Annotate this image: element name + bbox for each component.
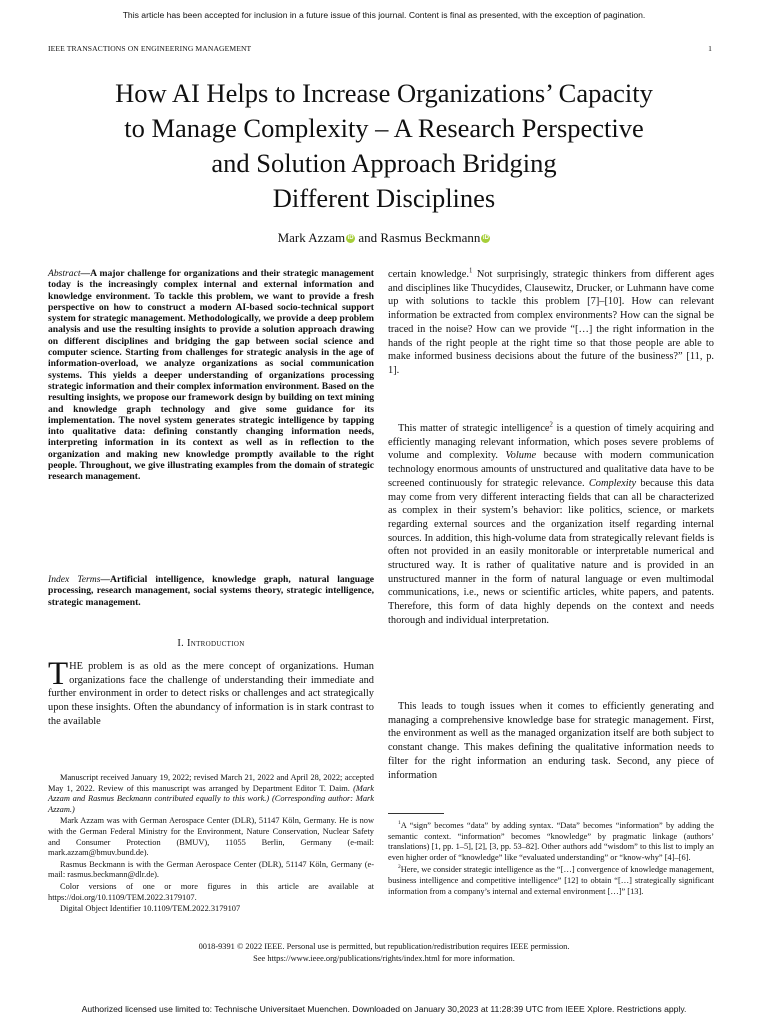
index-terms-label: Index Terms (48, 574, 101, 585)
author-list (0, 230, 768, 246)
footnote-ref[interactable]: 1 (468, 267, 473, 275)
drop-cap: T (48, 656, 69, 692)
author-connector: and (355, 230, 381, 245)
page-footnotes (388, 821, 714, 899)
section-title: Introduction (186, 638, 245, 649)
footnote: Manuscript received January 19, 2022; revised March 21, 2022 and April 28, 2022; accepted May 1, 2022. Review of this manuscript was arranged by Department Editor T. Daim. (Mark Azzam and Rasmus Beckmann contributed equally to this work.) (Corresponding author: Mark Azzam.) (48, 773, 374, 814)
author-name: Mark Azzam (277, 230, 346, 245)
orcid-icon[interactable]: iD (347, 235, 354, 241)
footnote: $^1$A “sign” becomes “data” by adding syntax. “Data” becomes “information” by adding the semantic context. “information” becomes “knowledge” by pragmatic linkage (authors’ translations) [1, pp. 1–5], [2], [3, pp. 53–82]. Other authors add “wisdom” to this list to imply an even higher order of “knowledge” like “evaluated understanding” or “know-why” [4]–[6]. (388, 820, 714, 862)
title-line: to Manage Complexity – A Research Perspective (124, 113, 644, 143)
title-line: How AI Helps to Increase Organizations’ Capacity (115, 78, 653, 108)
footnote: Color versions of one or more figures in this article are available at https://doi.org/10.1109/TEM.2022.3179107. (48, 881, 374, 902)
abstract-text: —A major challenge for organizations and their strategic management today is the increasingly complex internal and external information and knowledge environment. To tackle this problem, we want to provide a fresh perspective on how to construct a modern AI-based socio-technical support system for strategic management. Methodologically, we provide a deep problem analysis and use the resulting insights to provide a solution approach drawing on different disciplines and bridging the gap between social science and computer science. Starting from challenges for strategic analysis in the age of information-overload, we analyze organizations as social communication systems. This yields a deeper understanding of organizations processing strategic information and their complex information environment. Based on the resulting insights, we propose our framework design by building on text mining and knowledge graph technology and give some guidance for its implementation. The novel system generates strategic intelligence by tapping into qualitative data: defining constantly changing information needs, interpreting information in its context as well as in reflection to the organization and making new knowledge promptly available to the right people. Throughout, we give illustrating examples from the domain of strategic research management. (48, 268, 374, 483)
intro-lead: HE (69, 661, 84, 672)
page-number: 1 (708, 44, 712, 53)
author-name: Rasmus Beckmann (380, 230, 481, 245)
body-paragraph: certain knowledge.$^1$ Not surprisingly, strategic thinkers from different ages and disciplines like Thucydides, Clausewitz, Drucker, or Luhmann have come up with solutions to tackle this problem [7]–[10]. How can relevant information be extracted from complex environments? How can the signal be traced in the noise? How can we provide “[…] the right information in the hands of the right people at the right time so that those people are able to make informed business decisions about the future of the business?” [11, p. 1]. (388, 267, 714, 376)
abstract-label: Abstract (48, 268, 81, 279)
intro-text: problem is as old as the mere concept of organizations. Human organizations face the challenge of understanding their immediate and further environment in order to detect risks or challenges and act strategically upon these insights. Often the abundancy of information is in stark contrast to the available (48, 661, 374, 727)
journal-name: IEEE TRANSACTIONS ON ENGINEERING MANAGEMENT (48, 44, 252, 53)
paper-title (40, 76, 728, 216)
orcid-icon[interactable]: iD (482, 235, 489, 241)
manuscript-footnotes (48, 773, 374, 916)
intro-paragraph (48, 656, 374, 729)
footnote: Rasmus Beckmann is with the German Aerospace Center (DLR), 51147 Köln, Germany (e-mail: rasmus.beckmann@dlr.de). (48, 859, 374, 880)
index-terms (48, 574, 374, 608)
title-line: Different Disciplines (272, 183, 496, 213)
footnote: $^2$Here, we consider strategic intelligence as the “[…] convergence of knowledge management, business intelligence and competitive intelligence” [12] to obtain “[…] strategically significant information from a company’s internal and external environment […]” [13]. (388, 864, 714, 896)
footnote: Digital Object Identifier 10.1109/TEM.2022.3179107 (60, 904, 241, 914)
index-terms-text: —Artificial intelligence, knowledge graph, natural language processing, research management, social systems theory, strategic intelligence, strategic management. (48, 574, 374, 608)
footnote-ref[interactable]: 2 (549, 421, 553, 429)
copyright-notice: 0018-9391 © 2022 IEEE. Personal use is permitted, but republication/redistribution requires IEEE permission. See https://www.ieee.org/publications/rights/index.html for more information. (198, 942, 570, 963)
footnote: Mark Azzam was with German Aerospace Center (DLR), 51147 Köln, Germany. He is now with the German Federal Ministry for the Environment, Nature Conservation, Nuclear Safety and Consumer Protection (BMUV), 11055 Berlin, Germany (e-mail: mark.azzam@bmuv.bund.de). (48, 816, 374, 858)
section-heading (48, 638, 374, 649)
title-line: and Solution Approach Bridging (211, 148, 557, 178)
acceptance-notice: This article has been accepted for inclusion in a future issue of this journal. Content is final as presented, with the exception of pagination. (122, 10, 646, 20)
license-notice: Authorized licensed use limited to: Technische Universitaet Muenchen. Downloaded on January 30,2023 at 11:28:39 UTC from IEEE Xplore. Restrictions apply. (81, 1004, 687, 1014)
section-number: I. (177, 638, 187, 649)
footnote-divider (388, 813, 444, 814)
running-header (48, 44, 712, 53)
abstract (48, 268, 374, 483)
body-paragraph: This matter of strategic intelligence$^2$ is a question of timely acquiring and efficiently managing relevant information, which poses severe problems of volume and complexity. Volume because with modern communication technology enormous amounts of unstructured and qualitative data have to be screened continuously for strategic relevance. Complexity because this data may come from very different interacting fields that can all be characterized as complex in their system’s behavior: like politics, science, or markets regarding external sources and the organization itself regarding internal sources. In addition, this high-volume data from strategically relevant fields is often not provided in an easily monitorable or interpretable numerical and structured way. It is rather of qualitative nature and is provided in an unstructured manner in the form of natural language or even multimodal communications, i.e., news or scientific articles, white papers, and patents. Therefore, this form of data highly depends on the context and needs thorough and individual interpretation. (388, 421, 714, 626)
body-paragraph: This leads to tough issues when it comes to efficiently generating and managing a comprehensive knowledge base for strategic management. First, the environment as well as the managed organization itself are both subject to constant change. This makes defining the qualitative information needs to filter for the right information an enduring task. Second, any piece of information (388, 701, 714, 781)
